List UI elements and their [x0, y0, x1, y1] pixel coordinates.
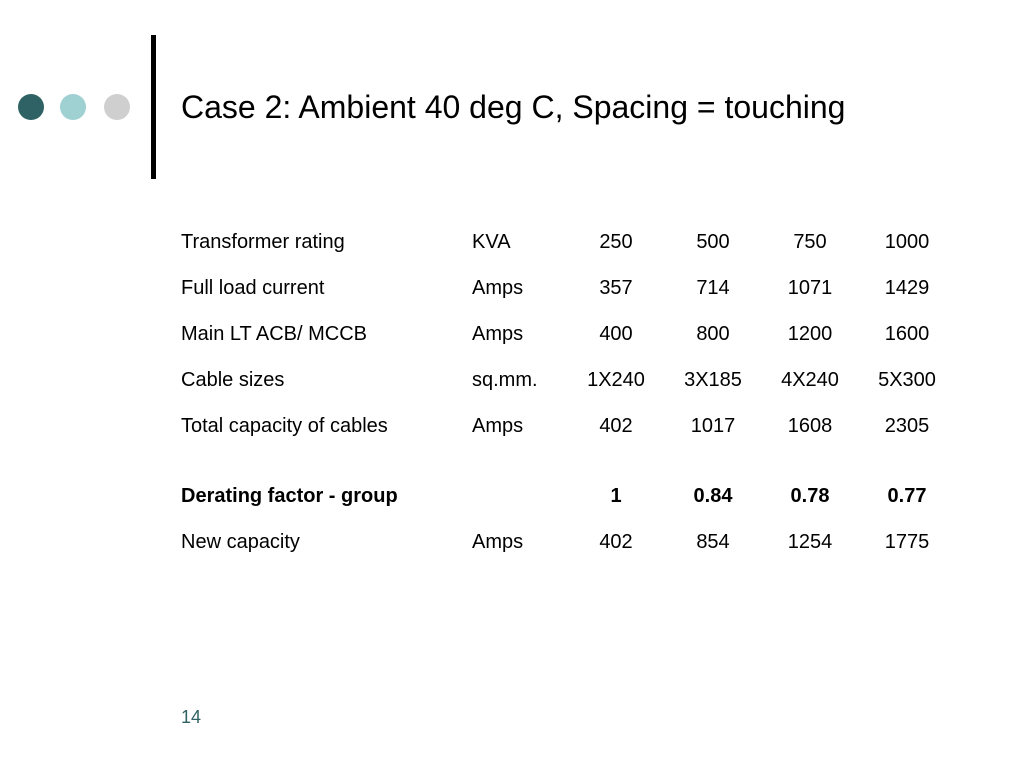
row-unit: Amps	[472, 323, 524, 345]
data-table	[181, 0, 961, 600]
decorative-dot-dark	[18, 94, 44, 120]
decorative-dot-grey	[104, 94, 130, 120]
row-unit: Amps	[472, 531, 524, 553]
row-value: 400	[599, 323, 633, 345]
row-label: Total capacity of cables	[181, 415, 388, 437]
row-value: 250	[599, 231, 633, 253]
row-value: 1	[610, 485, 622, 507]
row-value: 402	[599, 531, 633, 553]
row-value: 750	[793, 231, 827, 253]
row-value: 5X300	[878, 369, 936, 391]
row-value: 1200	[787, 323, 833, 345]
row-value: 3X185	[684, 369, 742, 391]
row-value: 500	[696, 231, 730, 253]
row-value: 1254	[787, 531, 833, 553]
row-label: Transformer rating	[181, 231, 345, 253]
title-divider-bar	[151, 35, 156, 179]
row-unit: sq.mm.	[472, 369, 538, 391]
row-label: New capacity	[181, 531, 300, 553]
table-row	[181, 411, 961, 441]
row-value: 1000	[884, 231, 930, 253]
row-value: 357	[599, 277, 633, 299]
row-label: Full load current	[181, 277, 325, 299]
row-value: 1071	[787, 277, 833, 299]
row-value: 854	[696, 531, 730, 553]
row-value: 0.84	[693, 485, 733, 507]
row-value: 1429	[884, 277, 930, 299]
slide-title: Case 2: Ambient 40 deg C, Spacing = touching	[181, 89, 846, 125]
page-number: 14	[181, 707, 202, 727]
table-row	[181, 527, 961, 557]
row-value: 1017	[690, 415, 736, 437]
row-unit: Amps	[472, 415, 524, 437]
row-value: 4X240	[781, 369, 839, 391]
row-value: 714	[696, 277, 730, 299]
row-unit: Amps	[472, 277, 524, 299]
row-label: Cable sizes	[181, 369, 285, 391]
row-value: 2305	[884, 415, 930, 437]
table-row	[181, 273, 961, 303]
table-row	[181, 481, 961, 511]
row-value: 1X240	[587, 369, 645, 391]
row-value: 0.77	[887, 485, 927, 507]
table-row	[181, 227, 961, 257]
row-value: 1600	[884, 323, 930, 345]
decorative-dot-light	[60, 94, 86, 120]
row-label: Main LT ACB/ MCCB	[181, 323, 367, 345]
row-value: 1775	[884, 531, 930, 553]
row-value: 1608	[787, 415, 833, 437]
row-value: 402	[599, 415, 633, 437]
row-value: 800	[696, 323, 730, 345]
table-row	[181, 319, 961, 349]
row-value: 0.78	[790, 485, 830, 507]
row-unit: KVA	[472, 231, 511, 253]
row-label: Derating factor - group	[181, 485, 398, 507]
table-row	[181, 365, 961, 395]
